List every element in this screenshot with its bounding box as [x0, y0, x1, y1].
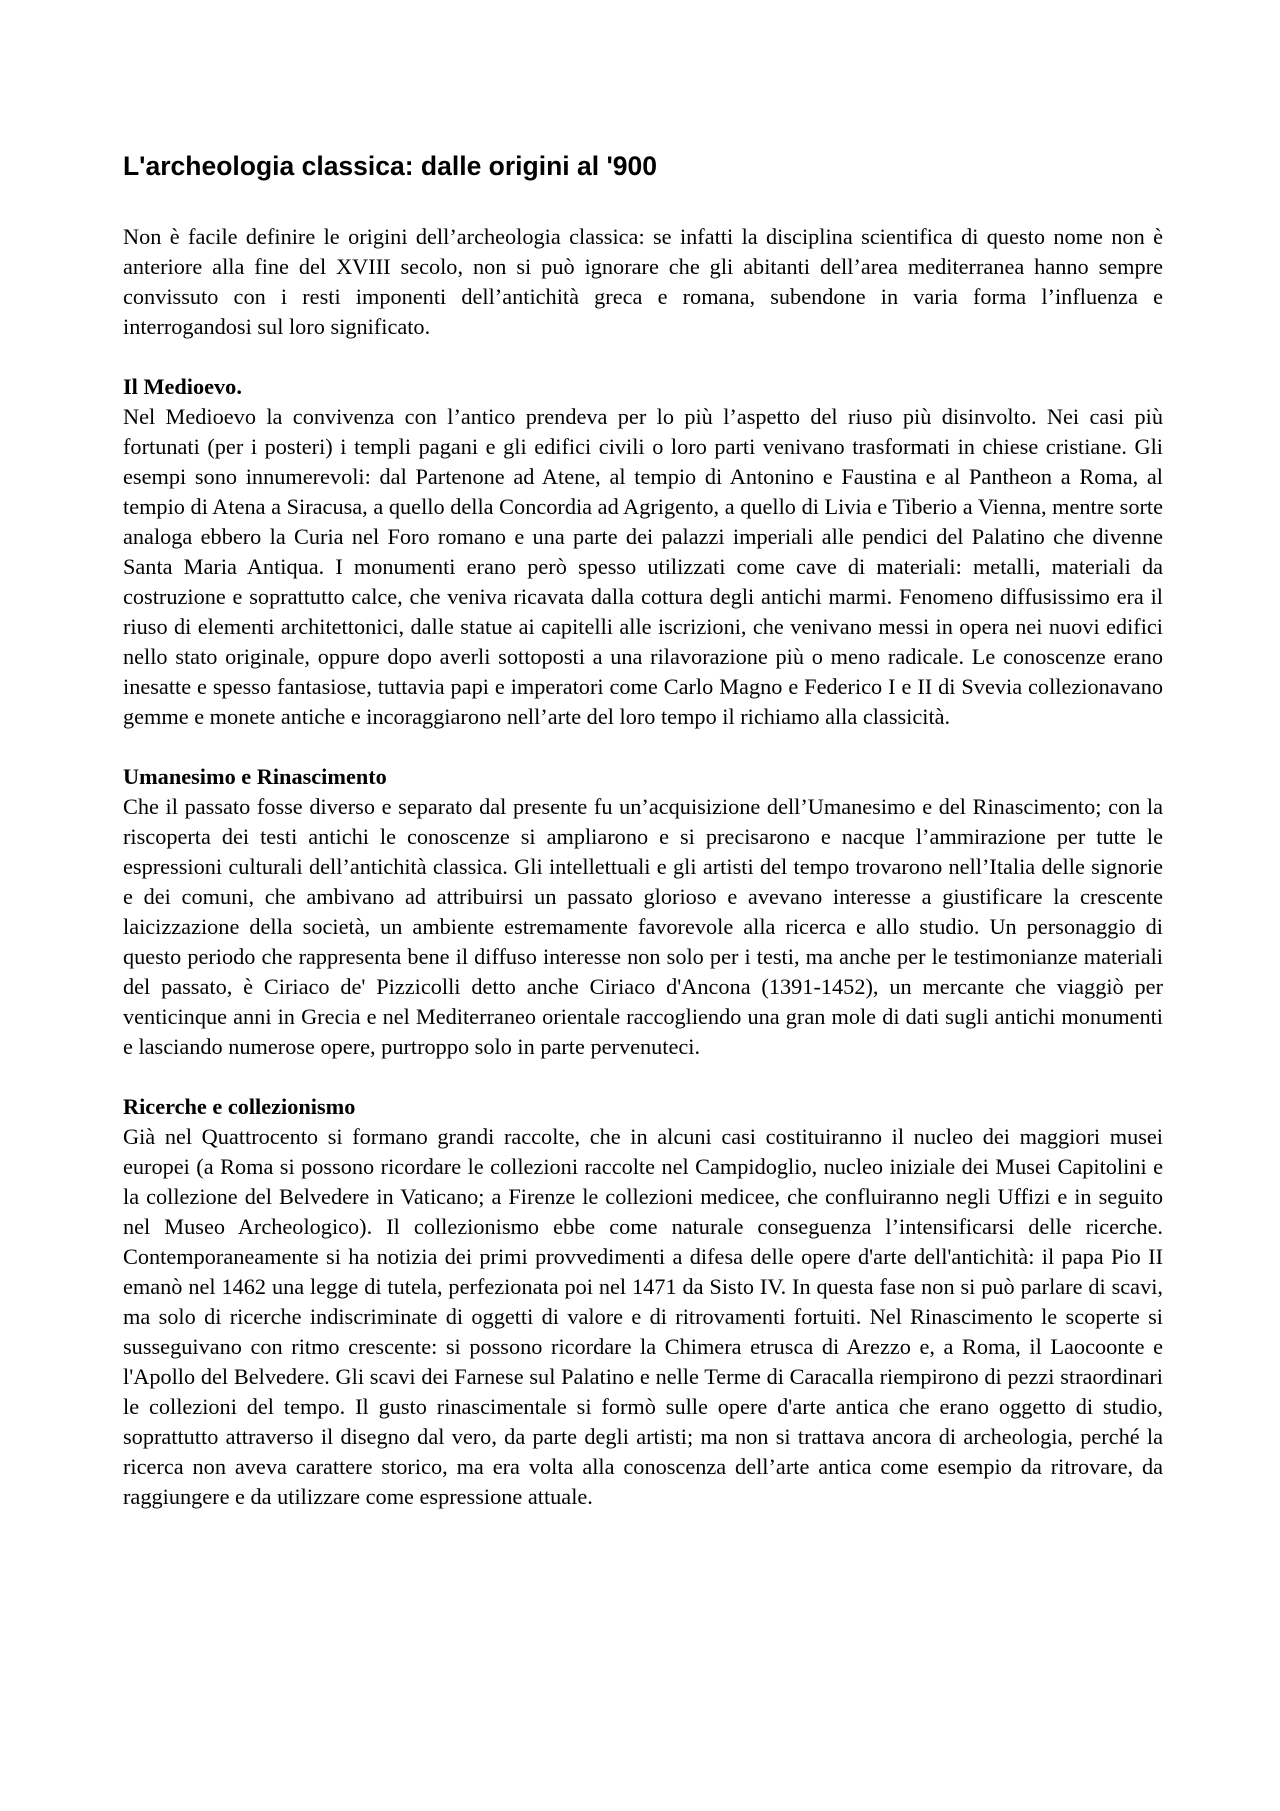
- section-heading: Il Medioevo.: [123, 374, 242, 399]
- section-body: Nel Medioevo la convivenza con l’antico prendeva per lo più l’aspetto del riuso più disinvolto. Nei casi più fortunati (per i posteri) i templi pagani e gli edifici civili o loro parti venivano trasformati in chiese cristiane. Gli esempi sono innumerevoli: dal Partenone ad Atene, al tempio di Antonino e Faustina e al Pantheon a Roma, al tempio di Atena a Siracusa, a quello della Concordia ad Agrigento, a quello di Livia e Tiberio a Vienna, mentre sorte analoga ebbero la Curia nel Foro romano e una parte dei palazzi imperiali alle pendici del Palatino che divenne Santa Maria Antiqua. I monumenti erano però spesso utilizzati come cave di materiali: metalli, materiali da costruzione e soprattutto calce, che veniva ricavata dalla cottura degli antichi marmi. Fenomeno diffusissimo era il riuso di elementi architettonici, dalle statue ai capitelli alle iscrizioni, che venivano messi in opera nei nuovi edifici nello stato originale, oppure dopo averli sottoposti a una rilavorazione più o meno radicale. Le conoscenze erano inesatte e spesso fantasiose, tuttavia papi e imperatori come Carlo Magno e Federico I e II di Svevia collezionavano gemme e monete antiche e incoraggiarono nell’arte del loro tempo il richiamo alla classicità.: [123, 404, 1163, 729]
- section-heading: Ricerche e collezionismo: [123, 1094, 356, 1119]
- section-heading: Umanesimo e Rinascimento: [123, 764, 387, 789]
- section-body: Già nel Quattrocento si formano grandi raccolte, che in alcuni casi costituiranno il nucleo dei maggiori musei europei (a Roma si possono ricordare le collezioni raccolte nel Campidoglio, nucleo iniziale dei Musei Capitolini e la collezione del Belvedere in Vaticano; a Firenze le collezioni medicee, che confluiranno negli Uffizi e in seguito nel Museo Archeologico). Il collezionismo ebbe come naturale conseguenza l’intensificarsi delle ricerche. Contemporaneamente si ha notizia dei primi provvedimenti a difesa delle opere d'arte dell'antichità: il papa Pio II emanò nel 1462 una legge di tutela, perfezionata poi nel 1471 da Sisto IV. In questa fase non si può parlare di scavi, ma solo di ricerche indiscriminate di oggetti di valore e di ritrovamenti fortuiti. Nel Rinascimento le scoperte si susseguivano con ritmo crescente: si possono ricordare la Chimera etrusca di Arezzo e, a Roma, il Laocoonte e l'Apollo del Belvedere. Gli scavi dei Farnese sul Palatino e nelle Terme di Caracalla riempirono di pezzi straordinari le collezioni del tempo. Il gusto rinascimentale si formò sulle opere d'arte antica che erano oggetto di studio, soprattutto attraverso il disegno dal vero, da parte degli artisti; ma non si trattava ancora di archeologia, perché la ricerca non aveva carattere storico, ma era volta alla conoscenza dell’arte antica come esempio da ritrovare, da raggiungere e da utilizzare come espressione attuale.: [123, 1124, 1163, 1509]
- section-umanesimo-rinascimento: [123, 762, 1163, 1062]
- section-body: Che il passato fosse diverso e separato dal presente fu un’acquisizione dell’Umanesimo e del Rinascimento; con la riscoperta dei testi antichi le conoscenze si ampliarono e si precisarono e nacque l’ammirazione per tutte le espressioni culturali dell’antichità classica. Gli intellettuali e gli artisti del tempo trovarono nell’Italia delle signorie e dei comuni, che ambivano ad attribuirsi un passato glorioso e avevano interesse a giustificare la crescente laicizzazione della società, un ambiente estremamente favorevole alla ricerca e allo studio. Un personaggio di questo periodo che rappresenta bene il diffuso interesse non solo per i testi, ma anche per le testimonianze materiali del passato, è Ciriaco de' Pizzicolli detto anche Ciriaco d'Ancona (1391-1452), un mercante che viaggiò per venticinque anni in Grecia e nel Mediterraneo orientale raccogliendo una gran mole di dati sugli antichi monumenti e lasciando numerose opere, purtroppo solo in parte pervenuteci.: [123, 794, 1163, 1059]
- section-ricerche-collezionismo: [123, 1092, 1163, 1512]
- document-page: [123, 150, 1163, 1512]
- document-title: L'archeologia classica: dalle origini al '900: [123, 151, 657, 181]
- intro-paragraph: Non è facile definire le origini dell’archeologia classica: se infatti la disciplina scientifica di questo nome non è anteriore alla fine del XVIII secolo, non si può ignorare che gli abitanti dell’area mediterranea hanno sempre convissuto con i resti imponenti dell’antichità greca e romana, subendone in varia forma l’influenza e interrogandosi sul loro significato.: [123, 224, 1163, 339]
- section-medioevo: [123, 372, 1163, 732]
